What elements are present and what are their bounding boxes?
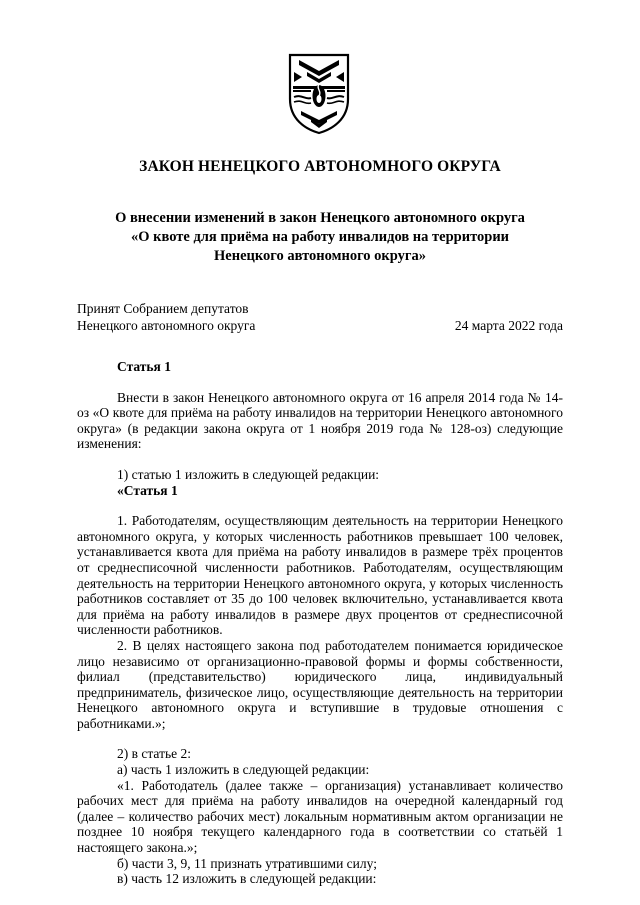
law-subtitle — [60, 209, 580, 266]
subtitle-line: О внесении изменений в закон Ненецкого автономного округа — [115, 210, 525, 226]
paragraph: а) часть 1 изложить в следующей редакции: — [117, 762, 370, 778]
adopted-by-line2: Ненецкого автономного округа — [77, 317, 256, 333]
paragraph: б) части 3, 9, 11 признать утратившими силу; — [117, 855, 377, 871]
adopted-by-line1: Принят Собранием депутатов — [77, 301, 249, 316]
paragraph: 2) в статье 2: — [117, 746, 191, 762]
quoted-article-heading: «Статья 1 — [117, 482, 178, 498]
law-title: ЗАКОН НЕНЕЦКОГО АВТОНОМНОГО ОКРУГА — [139, 158, 501, 175]
paragraph: в) часть 12 изложить в следующей редакции: — [117, 871, 377, 887]
adoption-date: 24 марта 2022 года — [454, 317, 563, 333]
article-heading: Статья 1 — [117, 359, 171, 374]
paragraph: Внести в закон Ненецкого автономного округа от 16 апреля 2014 года № 14-оз «О квоте для приёма на работу инвалидов на территории Ненецкого автономного округа» (в редакции закона округа от 1 ноября 2019 года № 128-оз) следующие изменения: — [77, 389, 563, 452]
paragraph: «1. Работодатель (далее также – организация) устанавливает количество рабочих мест для приёма на работу инвалидов на очередной календарный год (далее – количество рабочих мест) локальным нормативным актом организации не позднее 10 ноября текущего календарного года в соответствии со статьёй 1 настоящего закона.»; — [77, 777, 563, 856]
subtitle-line: «О квоте для приёма на работу инвалидов на территории — [130, 229, 510, 245]
subtitle-line: Ненецкого автономного округа» — [214, 248, 426, 264]
paragraph: 1. Работодателям, осуществляющим деятельность на территории Ненецкого автономного округа, у которых численность работников превышает 100 человек, устанавливается квота для приёма на работу инвалидов в размере трёх процентов от среднесписочной численности работников. Работодателям, осуществляющим деятельность на территории Ненецкого автономного округа, у которых численность работников составляет от 35 до 100 человек включительно, устанавливается квота для приёма на работу инвалидов в размере двух процентов от среднесписочной численности работников. — [77, 513, 563, 638]
law-body — [77, 359, 563, 887]
coat-of-arms-emblem — [287, 53, 351, 135]
adoption-block — [77, 301, 563, 334]
paragraph: 1) статью 1 изложить в следующей редакции: — [117, 466, 380, 482]
paragraph: 2. В целях настоящего закона под работодателем понимается юридическое лицо независимо от организационно-правовой формы и формы собственности, филиал (представительство) юридического лица, индивидуальный предприниматель, физическое лицо, осуществляющие деятельность на территории Ненецкого автономного округа и вступившие в трудовые отношения с работниками.»; — [77, 637, 563, 731]
